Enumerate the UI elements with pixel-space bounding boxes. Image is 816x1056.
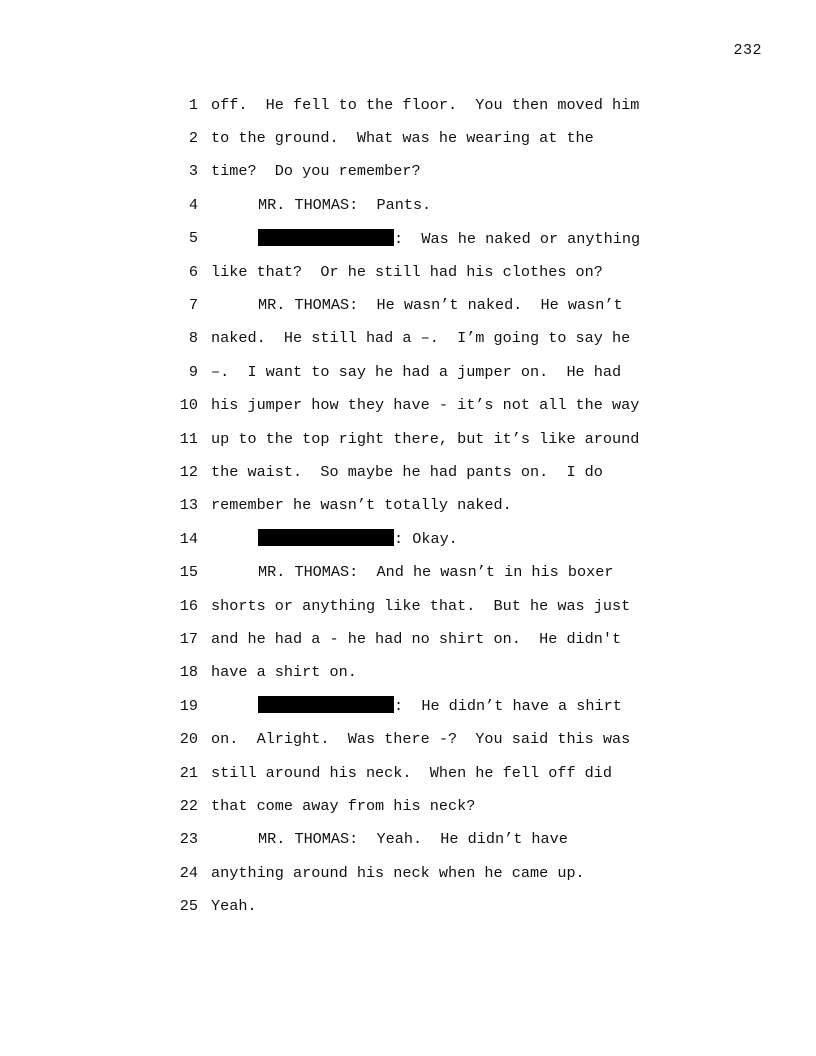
line-text: that come away from his neck? bbox=[211, 796, 476, 815]
transcript-line bbox=[170, 222, 690, 255]
line-text: remember he wasn’t totally naked. bbox=[211, 496, 512, 515]
transcript-line bbox=[170, 255, 690, 288]
redaction-bar bbox=[258, 229, 394, 246]
line-text: MR. THOMAS: Yeah. He didn’t have bbox=[258, 830, 568, 849]
line-text: MR. THOMAS: And he wasn’t in his boxer bbox=[258, 563, 614, 582]
line-number: 20 bbox=[179, 730, 198, 749]
transcript-line bbox=[170, 689, 690, 722]
line-text: MR. THOMAS: Pants. bbox=[258, 195, 432, 214]
line-number: 24 bbox=[179, 863, 198, 882]
transcript-line bbox=[170, 622, 690, 655]
transcript-line bbox=[170, 88, 690, 121]
line-text-redacted bbox=[211, 696, 690, 715]
line-number: 15 bbox=[179, 563, 198, 582]
transcript-line bbox=[170, 522, 690, 555]
line-number: 3 bbox=[188, 162, 198, 181]
line-number: 11 bbox=[179, 429, 198, 448]
line-text: MR. THOMAS: He wasn’t naked. He wasn’t bbox=[258, 296, 623, 315]
line-text: up to the top right there, but it’s like around bbox=[211, 429, 640, 448]
line-number: 18 bbox=[179, 663, 198, 682]
line-number: 1 bbox=[188, 95, 198, 114]
transcript-line bbox=[170, 389, 690, 422]
transcript-line bbox=[170, 856, 690, 889]
transcript-line bbox=[170, 889, 690, 922]
line-text: like that? Or he still had his clothes on? bbox=[211, 262, 603, 281]
line-text: naked. He still had a –. I’m going to say he bbox=[211, 329, 631, 348]
line-number: 10 bbox=[179, 396, 198, 415]
line-number: 21 bbox=[179, 763, 198, 782]
transcript-line bbox=[170, 823, 690, 856]
line-number: 25 bbox=[179, 897, 198, 916]
line-text: the waist. So maybe he had pants on. I do bbox=[211, 462, 603, 481]
line-number: 2 bbox=[188, 129, 198, 148]
line-number: 5 bbox=[188, 229, 198, 248]
line-number: 14 bbox=[179, 529, 198, 548]
line-text: : Okay. bbox=[394, 530, 458, 549]
transcript-line bbox=[170, 188, 690, 221]
line-number: 9 bbox=[188, 362, 198, 381]
line-text: : He didn’t have a shirt bbox=[394, 697, 622, 716]
line-number: 7 bbox=[188, 296, 198, 315]
line-number: 6 bbox=[188, 262, 198, 281]
transcript-line bbox=[170, 589, 690, 622]
transcript-lines bbox=[170, 88, 690, 923]
line-number: 22 bbox=[179, 796, 198, 815]
line-text: to the ground. What was he wearing at the bbox=[211, 129, 594, 148]
line-number: 12 bbox=[179, 462, 198, 481]
redaction-bar bbox=[258, 529, 394, 546]
transcript-line bbox=[170, 288, 690, 321]
line-text: shorts or anything like that. But he was just bbox=[211, 596, 631, 615]
line-number: 4 bbox=[188, 195, 198, 214]
line-number: 19 bbox=[179, 696, 198, 715]
line-text: : Was he naked or anything bbox=[394, 229, 641, 248]
line-number: 13 bbox=[179, 496, 198, 515]
transcript-line bbox=[170, 789, 690, 822]
line-text-redacted bbox=[211, 529, 690, 548]
line-text: on. Alright. Was there -? You said this was bbox=[211, 730, 631, 749]
transcript-line bbox=[170, 355, 690, 388]
line-number: 17 bbox=[179, 629, 198, 648]
transcript-line bbox=[170, 555, 690, 588]
line-number: 8 bbox=[188, 329, 198, 348]
transcript-line bbox=[170, 756, 690, 789]
transcript-line bbox=[170, 489, 690, 522]
line-text: Yeah. bbox=[211, 897, 257, 916]
line-text: –. I want to say he had a jumper on. He had bbox=[211, 362, 622, 381]
transcript-line bbox=[170, 722, 690, 755]
page-number: 232 bbox=[733, 42, 762, 59]
transcript-line bbox=[170, 422, 690, 455]
line-text-redacted bbox=[211, 229, 690, 248]
transcript-line bbox=[170, 656, 690, 689]
line-text: his jumper how they have - it’s not all the way bbox=[211, 396, 640, 415]
transcript-line bbox=[170, 455, 690, 488]
line-number: 23 bbox=[179, 830, 198, 849]
transcript-line bbox=[170, 121, 690, 154]
line-text: off. He fell to the floor. You then moved him bbox=[211, 95, 640, 114]
line-text: time? Do you remember? bbox=[211, 162, 421, 181]
redaction-bar bbox=[258, 696, 394, 713]
line-number: 16 bbox=[179, 596, 198, 615]
transcript-line bbox=[170, 322, 690, 355]
line-text: have a shirt on. bbox=[211, 663, 357, 682]
line-text: still around his neck. When he fell off did bbox=[211, 763, 613, 782]
line-text: and he had a - he had no shirt on. He didn't bbox=[211, 629, 622, 648]
transcript-line bbox=[170, 155, 690, 188]
line-text: anything around his neck when he came up. bbox=[211, 863, 585, 882]
